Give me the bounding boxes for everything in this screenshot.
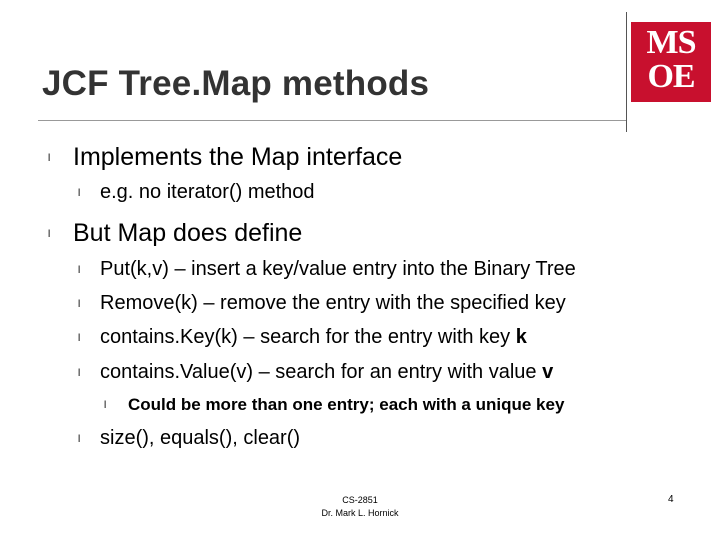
bullet-level2 bbox=[100, 326, 527, 349]
bullet-level1: But Map does define bbox=[73, 219, 303, 247]
bullet-level2: Put(k,v) – insert a key/value entry into the Binary Tree bbox=[100, 258, 576, 280]
bullet-icon: l bbox=[78, 188, 81, 199]
bullet-icon: l bbox=[78, 434, 81, 445]
author-name: Dr. Mark L. Hornick bbox=[321, 508, 399, 518]
slide-title: JCF Tree.Map methods bbox=[42, 64, 430, 103]
bullet-icon: l bbox=[78, 333, 81, 344]
bullet-text: contains.Value(v) – search for an entry with value bbox=[100, 361, 543, 383]
bullet-emphasis: v bbox=[542, 361, 554, 383]
bullet-text: contains.Key(k) – search for the entry with key bbox=[100, 326, 516, 348]
bullet-level2: size(), equals(), clear() bbox=[100, 427, 301, 449]
bullet-icon: l bbox=[48, 229, 51, 240]
bullet-icon: l bbox=[78, 299, 81, 310]
bullet-level2 bbox=[100, 361, 553, 384]
bullet-icon: l bbox=[78, 265, 81, 276]
bullet-level1: Implements the Map interface bbox=[73, 143, 403, 171]
logo-line-2: OE bbox=[647, 58, 695, 95]
bullet-icon: l bbox=[78, 368, 81, 379]
bullet-level2: e.g. no iterator() method bbox=[100, 181, 315, 203]
logo-divider bbox=[626, 12, 627, 132]
logo-line-1: MS bbox=[646, 24, 696, 61]
msoe-logo bbox=[631, 22, 711, 102]
page-number: 4 bbox=[668, 494, 674, 505]
bullet-icon: l bbox=[104, 400, 107, 411]
course-code: CS-2851 bbox=[342, 495, 378, 505]
bullet-level3: Could be more than one entry; each with a unique key bbox=[128, 395, 565, 414]
slide-footer bbox=[300, 494, 420, 520]
bullet-emphasis: k bbox=[515, 326, 527, 348]
title-divider bbox=[38, 120, 626, 121]
bullet-level2: Remove(k) – remove the entry with the specified key bbox=[100, 292, 566, 314]
bullet-icon: l bbox=[48, 153, 51, 164]
